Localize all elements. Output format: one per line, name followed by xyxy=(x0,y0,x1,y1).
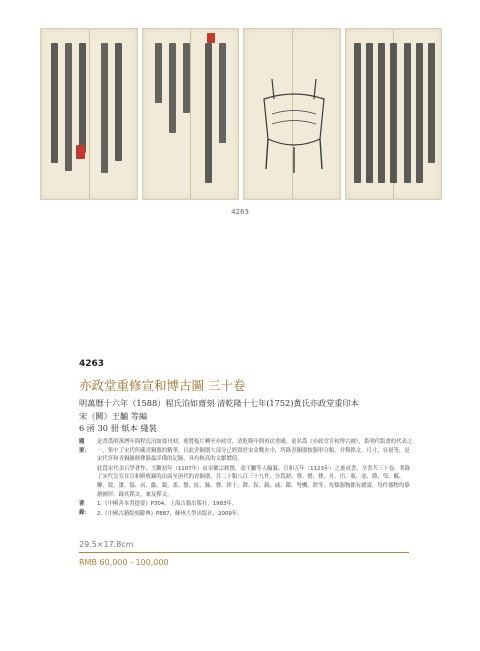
notes-paragraph: 此爲宋代金石學著作，大觀初年（1107年）由宋徽宗敕撰，命王黼等人編纂，宣和五年（1123年）之後成書，全書共三十卷，著錄了宋代皇室在宣和殿收藏的由商至唐代的青銅器，共二十類八百三十九件，分爲鼎、尊、罍、彝、舟、卣、瓶、壺、爵、斝、觚、觶、敦、簠、簋、鬲、甗、鍑、盉、盤、匜、鐘、磬、錞于、鐸、鉦、鐃、戚、鑑、弩機、鐙等，每類器物都有總說，每件器物均摹繪圖形，錄其銘文，兼及釋文。 xyxy=(97,465,411,498)
book-page-image-2 xyxy=(142,28,240,200)
book-photo-strip xyxy=(40,28,442,200)
bronze-vessel-illustration xyxy=(254,69,334,179)
volumes-info: 6 函 30 冊 紙本 綫裝 xyxy=(79,423,157,433)
reference-item: 1.《中國善本書提要》P304，上海古籍出版社，1983年。 xyxy=(97,501,238,508)
dimensions: 29.5×17.8cm xyxy=(79,540,134,549)
lot-notes xyxy=(79,438,414,519)
reference-item: 2.《中國古籍版刻辭典》P887，蘇州大學出版社，2009年。 xyxy=(97,510,243,517)
divider xyxy=(79,552,409,553)
references-section xyxy=(79,500,414,519)
book-page-image-4 xyxy=(345,28,443,200)
notes-paragraph: 是書爲明萬曆年間程氏泊如齋刊刻，後將板片轉至亦政堂，清乾隆年間再次重刷，更名爲《亦政堂宣和博古圖》，系明代版畫的代表之一，集中了宋代所藏青銅器的精華，且此青銅器大部分已經毀於宋金戰火中，所錄青銅器按器形分類，并釋銘文，尺寸、容量等，是宋代宮和青銅鐘鼎彝器最詳備的記錄，具有較高的文獻價值。 xyxy=(97,439,413,463)
book-page-image-3 xyxy=(243,28,341,200)
book-page-image-1 xyxy=(40,28,138,200)
lot-title: 亦政堂重修宣和博古圖 三十卷 xyxy=(79,378,246,393)
notes-section xyxy=(79,438,414,500)
references-label: 著 錄： xyxy=(79,501,90,516)
notes-label: 題 要： xyxy=(79,439,90,454)
lot-number: 4263 xyxy=(79,359,105,369)
author-line: 宋（闕）王黼 等編 xyxy=(79,411,148,421)
publication-line: 明萬曆十六年（1588）程氏泊如齋刻 清乾隆十七年(1752)黃氏亦政堂重印本 xyxy=(79,398,359,408)
publication-info xyxy=(79,397,409,423)
photo-caption: 4263 xyxy=(231,208,249,216)
price-estimate: RMB 60,000 - 100,000 xyxy=(79,558,169,567)
